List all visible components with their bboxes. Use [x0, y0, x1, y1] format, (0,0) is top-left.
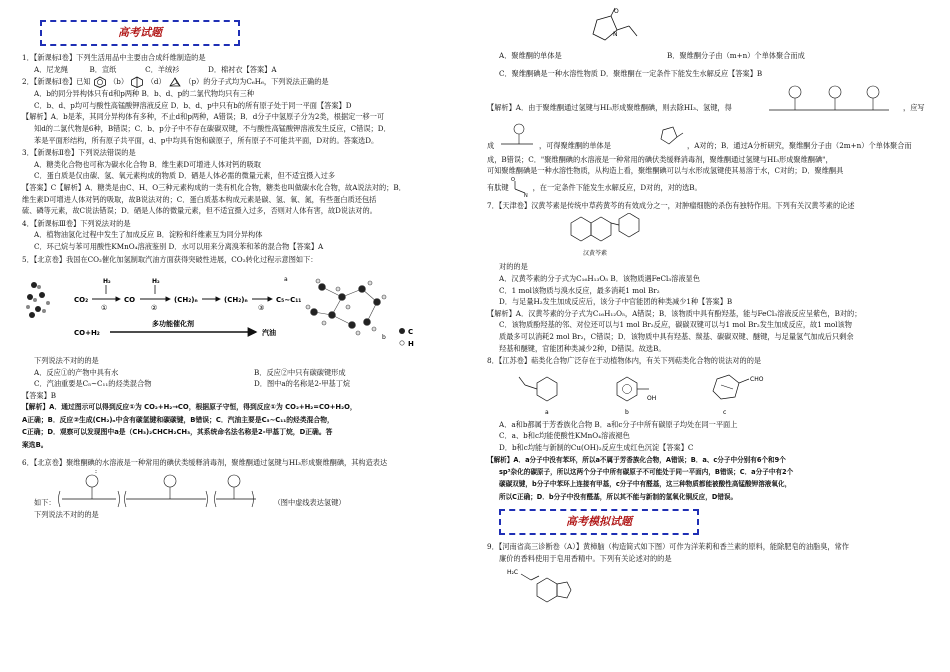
q6-stem: 6．【北京卷】聚维酮碘的水溶液是一种常用的碘伏类缓释消毒剂，聚维酮通过氢键与HI₃形成聚维酮碘，其构造表达: [22, 458, 388, 468]
q2-option-a: A．b的同分异构体只有d和p两种 B．b、d、p的二氯代物均只有三种: [34, 89, 255, 99]
q5-option-c: C．汽油重要是C₅~C₁₁的烃类混合物: [34, 379, 152, 389]
q2-label-p: （p）的分子式均为C₆H₆，下列说法正确的是: [184, 77, 329, 87]
safrole-structure: [507, 566, 597, 606]
q7-stem: 7．【天津卷】汉黄芩素是传统中草药黄芩的有效成分之一，对肿瘤细胞的杀伤有独特作用。下列有关汉黄芩素的论述: [487, 200, 855, 210]
diagram-h2-label-2: H₂: [152, 278, 160, 286]
q6-analysis-2b: ，可得聚维酮的单体是: [539, 140, 611, 150]
diagram-label-a: a: [284, 276, 288, 284]
q8-stem: 8．【江苏卷】萜类化合物广泛存在于动植物体内，有关下列萜类化合物的说法对的的是: [487, 356, 762, 366]
q3-analysis-2: 维生素D可增进人体对钙的吸取，故B说法对的；C．蛋白质基本构成元素是碳、氢、氧、氮，有些蛋白质还包括: [22, 194, 377, 204]
q2-label-d: （d）: [146, 77, 166, 87]
repeat-unit-structure: [497, 120, 537, 152]
safrole-h2c-label: H₂C: [507, 569, 519, 577]
q7-analysis-4: 羟基和醚键，官能团种类减少2种，D错误。故选B。: [499, 343, 666, 353]
q9-stem-2: 廉价的香料使用于皂用香精中。下列有关论述对的的是: [499, 553, 672, 563]
q2-analysis-1: 【解析】A．b是苯，其同分异构体有多种，不止d和p两种，A错误；B．d分子中氢原子分为2类，根据定一移一可: [22, 112, 385, 122]
terpene-oh-label: OH: [647, 394, 657, 402]
q8-option-d: D．b和c均能与新制的Cu(OH)₂反应生成红色沉淀【答案】C: [499, 442, 694, 452]
q4-option-cd: C．环己烷与苯可用酸性KMnO₄溶液鉴别 D．水可以用来分离溴苯和苯的混合物【答案】A: [34, 241, 324, 251]
q8-analysis-2: sp³杂化的碳原子，所以这两个分子中所有碳原子不可能处于同一平面内，B错误；C．a分子中有2个: [499, 467, 794, 476]
q3-option-ab: A．糖类化合物也可称为碳水化合物 B．维生素D可增进人体对钙的吸取: [34, 159, 261, 169]
q6-analysis-2: 成: [487, 140, 495, 150]
q6-structure-row: [22, 469, 474, 509]
legend-carbon: C: [408, 328, 414, 337]
q5-analysis-1: 【解析】A．通过图示可以得到反应①为 CO₂+H₂→CO，根据原子守恒，得到反应①为 CO₂+H₂=CO+H₂O，: [22, 403, 357, 412]
svg-text:N: N: [523, 192, 528, 199]
q4-stem: 4．【新课标Ⅲ卷】下列说法对的是: [22, 218, 131, 228]
q3-option-cd: C．蛋白质是仅由碳、氢、氧元素构成的物质 D．硒是人体必需的微量元素，但不适宜摄入过多: [34, 171, 336, 181]
diagram-step-2: ②: [151, 304, 158, 313]
q7-analysis-1: 【解析】A．汉黄芩素的分子式为C₁₆H₁₂O₅，A错误；B．该物质中具有酚羟基，能与FeCl₃溶液反应呈紫色，B对的；: [487, 308, 862, 318]
povidone-iodine-structure: [56, 469, 266, 509]
terpene-cho-label: CHO: [750, 375, 764, 383]
q7-option-ab: A．汉黄芩素的分子式为C₁₆H₁₃O₅ B．该物质遇FeCl₃溶液显色: [499, 273, 700, 283]
diagram-catalyst-label: 多功能催化剂: [152, 320, 194, 329]
q6-analysis-5b: ，在一定条件下能发生水解反应，D对的，对的选B。: [532, 182, 702, 192]
vinylpyrrolidone-monomer-structure: [583, 6, 643, 52]
terpene-structures: [507, 369, 807, 417]
q4-option-ab: A．植物油氢化过程中发生了加成反应 B．淀粉和纤维素互为同分异构体: [34, 230, 263, 240]
diagram-c5c11-label: C₅~C₁₁: [276, 296, 302, 305]
diagram-reactant-label: CO+H₂: [74, 329, 100, 338]
monomer-structure-small: [657, 120, 685, 150]
q6-option-a-row: [487, 0, 931, 68]
q5-lead: 下列说法不对的的是: [34, 356, 99, 366]
svg-text:N: N: [613, 31, 618, 38]
q3-stem: 3．【新课标Ⅱ卷】下列说法错误的是: [22, 148, 136, 158]
q6-lead: 下列说法不对的的是: [34, 509, 99, 519]
diagram-co-label: CO: [124, 296, 136, 305]
q3-analysis-1: 【答案】C【解析】A．糖类是由C、H、O三种元素构成的一类有机化合物，糖类也叫做碳水化合物，故A说法对的；B．: [22, 182, 406, 192]
polymer-fragment-structure: [765, 80, 895, 120]
q7-analysis-3: 质最多可以消耗2 mol Br₂，C错误；D．该物质中具有羟基、羰基、碳碳双键、醚键，与足量氢气加成后只剩余: [499, 331, 854, 341]
left-column: [22, 0, 474, 520]
q6-analysis-row-2: [487, 120, 931, 154]
terpene-label-a: a: [545, 408, 549, 416]
q5-analysis-4: 案选B。: [22, 440, 48, 449]
q8-option-c: C．a、b和c均能使酸性KMnO₄溶液褪色: [499, 431, 630, 441]
q6-analysis-row-1: [487, 80, 931, 120]
terpene-label-b: b: [625, 408, 629, 416]
right-column: [487, 0, 931, 608]
q1-options: A．尼龙绳 B．宣纸 C．羊绒衫 D．棉衬衣【答案】A: [34, 64, 277, 74]
terpene-label-c: c: [723, 408, 727, 416]
q5-option-b: B．反应②中只有碳碳键形成: [254, 367, 346, 377]
q6-option-b: B．聚维酮分子由（m+n）个单体聚合而成: [667, 51, 805, 60]
q2-option-cd: C．b、d、p均可与酸性高锰酸钾溶液反应 D．b、d、p中只有b的所有原子处于同一平面【答案】D: [34, 100, 352, 110]
section-banner-gaokao: 高考试题: [40, 20, 240, 46]
diagram-ch2n-label-2: (CH₂)ₙ: [224, 296, 248, 305]
amide-bond-structure: [509, 177, 533, 199]
q6-analysis-1b: ，应写: [903, 102, 925, 112]
molecule-cluster-left: [26, 282, 50, 318]
q5-options-ab: [22, 367, 474, 379]
q6-analysis-1: 【解析】A．由于聚维酮通过氢键与HI₃形成聚维酮碘，则去除HI₃、氢键，得: [487, 102, 732, 112]
q6-option-a: A．聚维酮的单体是: [499, 51, 562, 60]
wogonin-caption: 汉黄芩素: [583, 250, 608, 258]
q2-analysis-2: 知d的二氯代物是6种，B错误；C．b、p分子中不存在碳碳双键，不与酸性高锰酸钾溶液发生反应，C错误；D．: [34, 123, 391, 133]
q6-analysis-5: 有肽键: [487, 182, 509, 192]
q7-option-d: D．与足量H₂发生加成反应后，该分子中官能团的种类减少1种【答案】B: [499, 297, 733, 307]
q5-answer: 【答案】B: [22, 390, 57, 400]
diagram-step-1: ①: [101, 304, 108, 313]
q2-analysis-3: 苯是平面形结构，所有原子共平面，d、p中均具有饱和碳原子，所有原子不可能共平面，D对的。答案选D。: [34, 135, 379, 145]
q2-stem-pre: 2．【新课标Ⅰ卷】已知: [22, 77, 91, 87]
q9-stem: 9．【河南省高三诊断卷（A）】黄樟脑（构造简式如下图）可作为洋茉莉和香兰素的原料，能除肥皂的油脂臭，常作: [487, 542, 849, 552]
q8-analysis-3: 碳碳双键，b分子中苯环上连接有甲基，c分子中有醛基，这三种物质都能被酸性高锰酸钾溶液氧化，: [499, 480, 792, 489]
diagram-h2-label-1: H₂: [103, 278, 111, 286]
q6-analysis-3: 成，B错误；C．"聚维酮碘的水溶液是一种常用的碘伏类缓释消毒剂，聚维酮通过氢键与HI₃形成聚维酮碘"，: [487, 154, 833, 164]
q5-options-cd: [22, 378, 474, 390]
q7-lead: 对的的是: [499, 262, 528, 272]
svg-text:O: O: [614, 8, 619, 15]
q8-analysis-1: 【解析】A．a分子中没有苯环，所以a不属于芳香族化合物，A错误；B．a、c分子中分别有6个和9个: [487, 455, 786, 464]
q5-option-a: A．反应①的产物中具有水: [34, 367, 119, 377]
q7-option-c: C．1 mol该物质与溴水反应，最多消耗1 mol Br₂: [499, 285, 660, 295]
q6-analysis-2c: ，A对的；B．通过A分析研究，聚维酮分子由（2m+n）个单体聚合而: [687, 140, 912, 150]
diagram-label-b: b: [382, 334, 386, 342]
q8-analysis-4: 所以C正确；D．b分子中没有醛基，所以其不能与新制的氢氧化铜反应，D错误。: [499, 492, 738, 501]
wogonin-structure: [557, 213, 667, 259]
diagram-product-label: 汽油: [262, 329, 276, 338]
dewar-benzene-d-structure: [130, 76, 144, 88]
molecule-cluster-right: [306, 279, 386, 335]
q3-analysis-3: 硫、磷等元素，故C说法错误；D．硒是人体的微量元素，但不适宜摄入过多，否则对人体有害，故D说法对的。: [22, 206, 377, 216]
q5-analysis-2: A正确；B．反应②生成(CH₂)ₙ中含有碳氢键和碳碳键，B错误；C．汽油主要是C₅~C₁₁的烃类混合物，: [22, 415, 334, 424]
prismane-p-structure: [168, 76, 182, 88]
benzene-b-structure: [93, 76, 107, 88]
q6-analysis-row-5: [487, 177, 931, 199]
q6-option-cd: C．聚维酮碘是一种水溶性物质 D．聚维酮在一定条件下能发生水解反应【答案】B: [499, 69, 763, 78]
section-banner-mock: 高考模拟试题: [499, 509, 699, 535]
diagram-co2-label: CO₂: [74, 296, 89, 305]
diagram-ch2n-label-1: (CH₂)ₙ: [174, 296, 198, 305]
q5-stem: 5．【北京卷】我国在CO₂催化加氢制取汽油方面获得突破性进展，CO₂转化过程示意图如下：: [22, 254, 318, 264]
q8-option-ab: A．a和b都属于芳香族化合物 B．a和c分子中所有碳原子均处在同一平面上: [499, 419, 738, 429]
q7-analysis-2: C．该物质酚羟基的邻、对位还可以与1 mol Br₂反应，碳碳双键可以与1 mol Br₂发生加成反应，故1 mol该物: [499, 320, 852, 330]
q6-hbond-note: （图中虚线表达氢键）: [273, 498, 346, 508]
q2-label-b: （b）: [109, 77, 129, 87]
q5-analysis-3: C正确；D．观察可以发现图中a是（CH₃)₂CHCH₂CH₃，其系统命名法名称是2-甲基丁烷，D正确。答: [22, 428, 333, 437]
co2-conversion-diagram: [22, 267, 462, 353]
legend-hydrogen: H: [408, 340, 414, 349]
q1-stem: 1．【新课标Ⅰ卷】下列生活用品中主要由合成纤维制造的是: [22, 53, 206, 62]
q6-as-follows: 如下：: [34, 498, 56, 508]
q5-option-d: D．图中a的名称是2-甲基丁烷: [254, 379, 351, 389]
q6-analysis-4: 可知聚维酮碘是一种水溶性物质，从构造上看，聚维酮碘可以与水形成氢键使其易溶于水，C对的；D．聚维酮具: [487, 166, 844, 176]
diagram-step-3: ③: [258, 304, 265, 313]
q2-stem: [22, 76, 474, 88]
svg-text:O: O: [510, 176, 515, 183]
